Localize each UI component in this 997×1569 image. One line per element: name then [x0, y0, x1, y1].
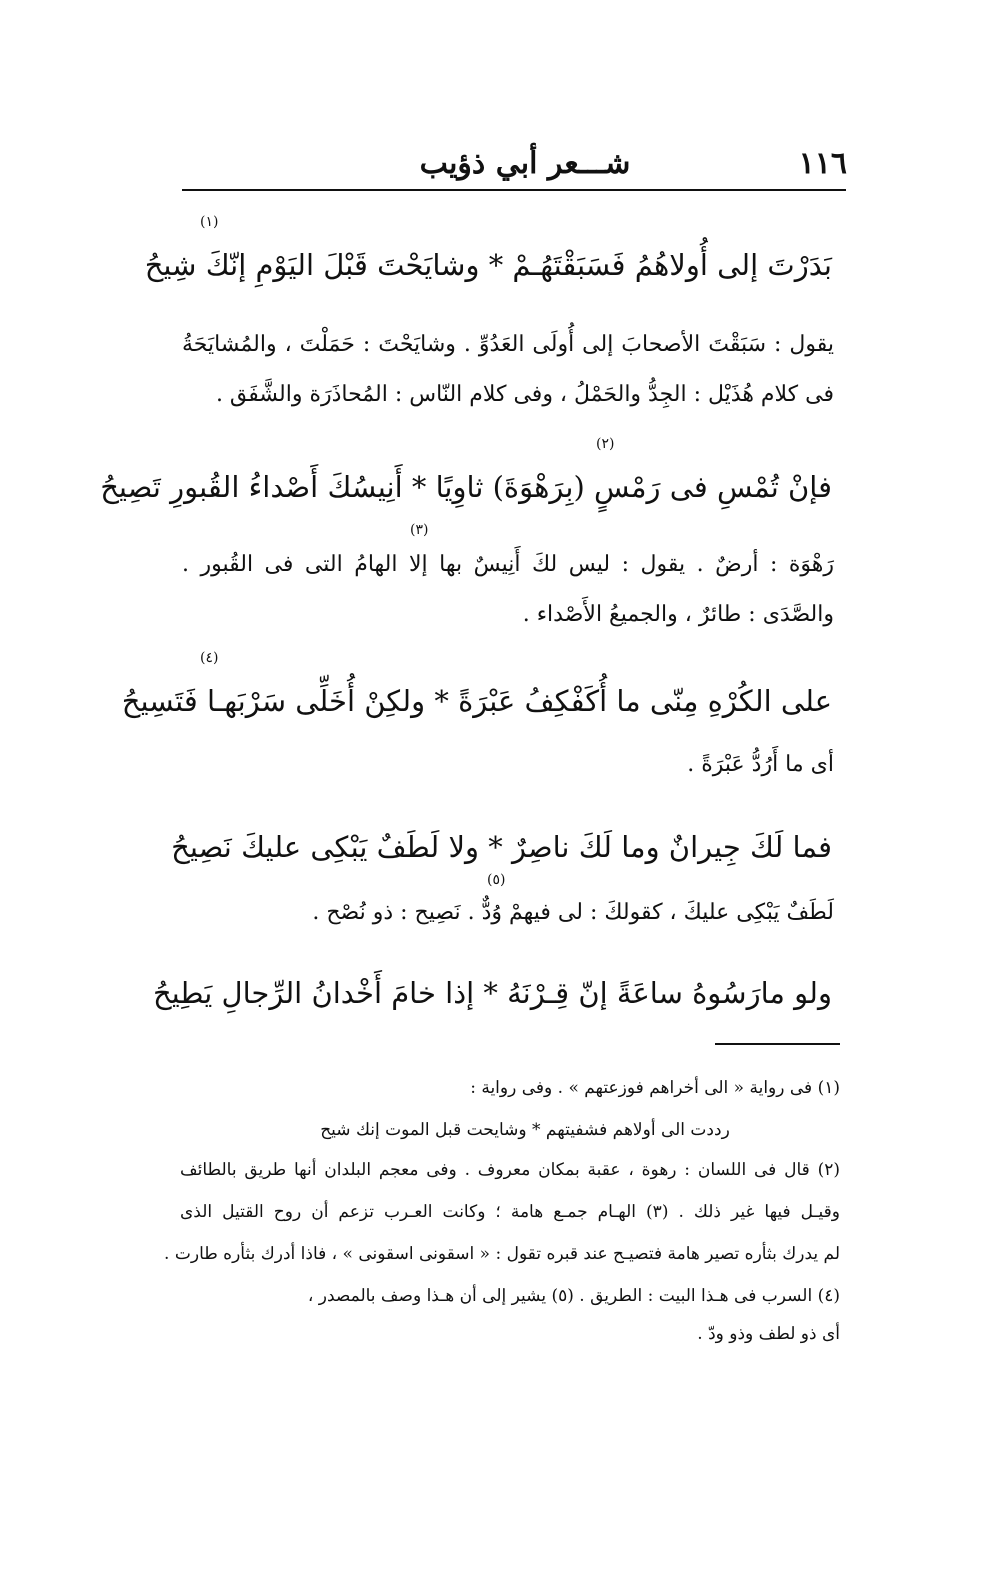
- verse-line: على الكُرْهِ مِنّى ما أُكَفْكِفُ عَبْرَةً * ولكِنْ أُخَلِّى سَرْبَهـا فَتَسِيحُ: [121, 684, 832, 718]
- commentary: رَهْوَة : أرضٌ . يقول : ليس لكَ أَنِيسٌ بها إلا الهامُ التى فى القُبور . والصَّدَى : طائرٌ ، والجميعُ الأَصْداء .: [182, 552, 834, 627]
- footnote-marker: (١): [200, 214, 219, 230]
- footnote-line: لم يدرك بثأره تصير هامة فتصيـح عند قبره تقول : « اسقونى اسقونى » ، فاذا أدرك بثأره طارت .: [164, 1244, 840, 1264]
- commentary: أى ما أَرُدُّ عَبْرَةً .: [687, 752, 834, 777]
- verse-line: بَدَرْتَ إلى أُولاهُمُ فَسَبَقْتَهُـمْ * وشايَحْتَ قَبْلَ اليَوْمِ إنّكَ شِيحُ: [144, 248, 832, 282]
- footnote-line: (١) فى رواية « الى أخراهم فوزعتهم » . وفى رواية :: [470, 1078, 840, 1098]
- footnote-line: (٢) قال فى اللسان : رهوة ، عقبة بمكان معروف . وفى معجم البلدان أنها طريق بالطائف: [180, 1160, 840, 1180]
- commentary: لَطَفٌ يَبْكِى عليكَ ، كقولكَ : لى فيهمْ وُدٌّ . نَصِيح : ذو نُصْح .: [312, 900, 834, 925]
- page-number: ١١٦: [798, 146, 847, 181]
- header-rule: [182, 189, 846, 191]
- footnote-line: وقيـل فيها غير ذلك . (٣) الهـام جمـع هامة ؛ وكانت العـرب تزعم أن روح القتيل الذى: [180, 1202, 840, 1222]
- footnote-marker: (٤): [200, 650, 219, 666]
- running-title: شـــعر أبي ذؤيب: [419, 146, 631, 181]
- footnote-line: أى ذو لطف وذو ودّ .: [697, 1324, 840, 1344]
- commentary: يقول : سَبَقْتَ الأصحابَ إلى أُولَى العَدُوِّ . وشايَحْتَ : حَمَلْتَ ، والمُشايَحَةُ فى كلام هُذَيْل : الجِدُّ والحَمْلُ ، وفى كلام النّاس : المُحاذَرَة والشَّفَق .: [182, 332, 834, 407]
- verse-line: ولو مارَسُوهُ ساعَةً إنّ قِـرْنَهُ * إذا خامَ أَخْدانُ الرِّجالِ يَطِيحُ: [152, 976, 832, 1010]
- verse-line: فما لَكَ جِيرانٌ وما لَكَ ناصِرٌ * ولا لَطَفٌ يَبْكِى عليكَ نَصِيحُ: [171, 830, 832, 864]
- footnote-marker: (٢): [596, 436, 615, 452]
- footnote-marker: (٥): [487, 872, 506, 888]
- footnote-rule: [715, 1043, 840, 1045]
- footnote-line: (٤) السرب فى هـذا البيت : الطريق . (٥) يشير إلى أن هـذا وصف بالمصدر ،: [307, 1286, 840, 1306]
- footnote-verse: رددت الى أولاهم فشفيتهم * وشايحت قبل الموت إنك شيح: [320, 1120, 730, 1140]
- verse-line: فإنْ تُمْسِ فى رَمْسٍ (بِرَهْوَةَ) ثاوِيًا * أَنِيسُكَ أَصْداءُ القُبورِ تَصِيحُ: [100, 470, 832, 504]
- footnote-marker: (٣): [410, 522, 429, 538]
